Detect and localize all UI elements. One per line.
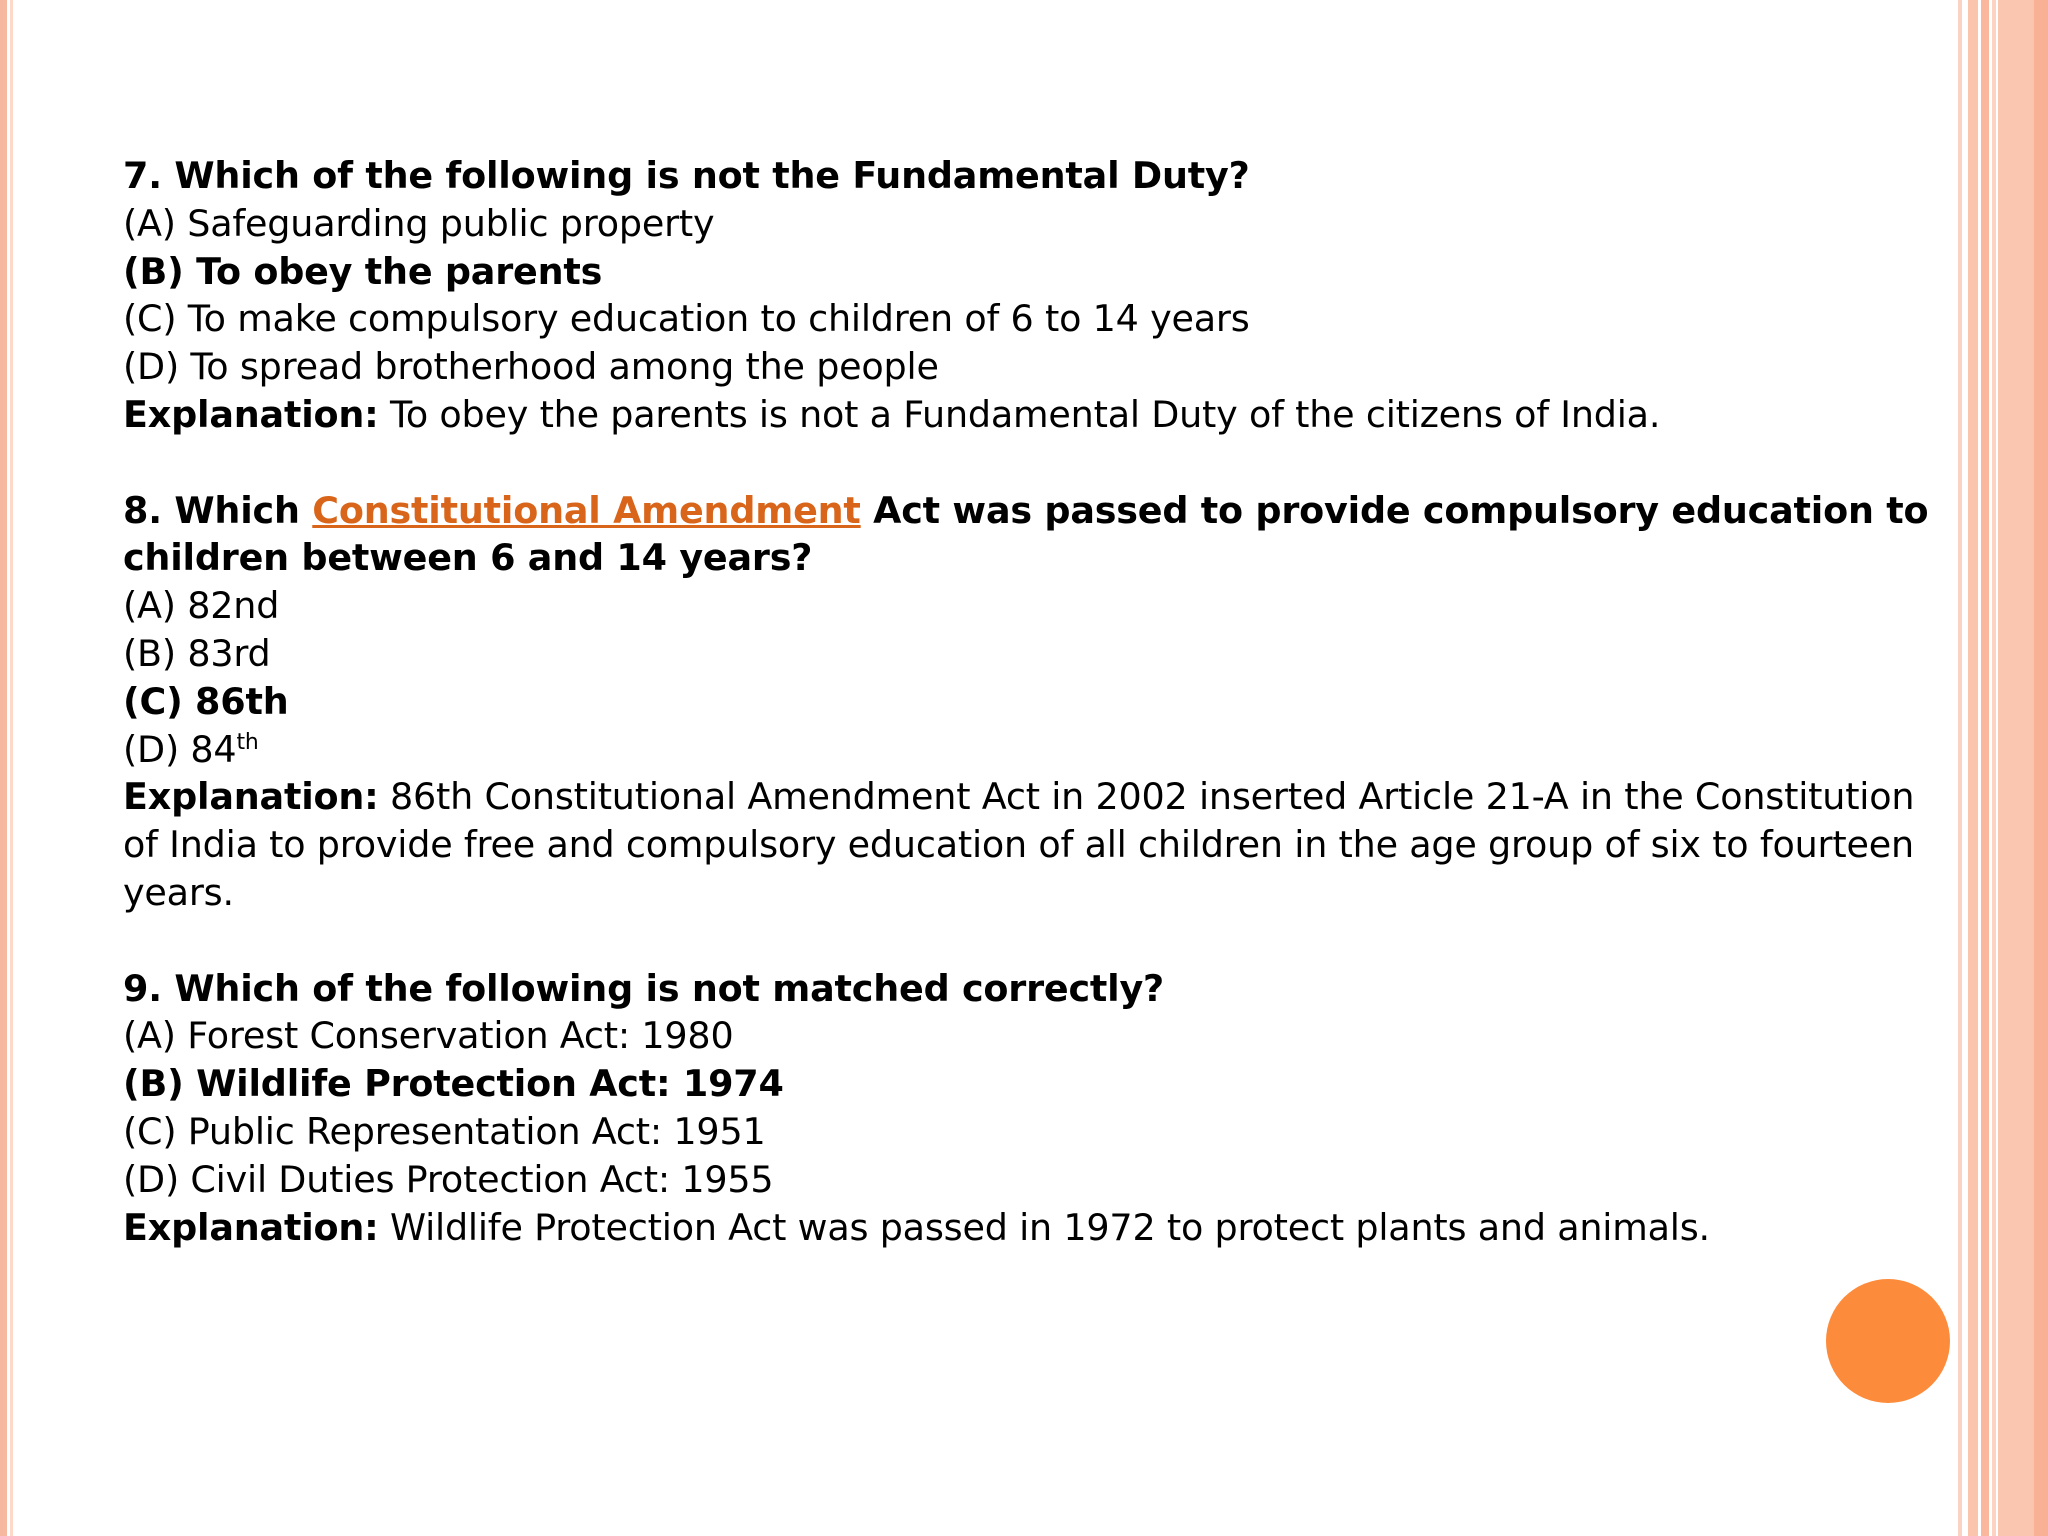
question-9-text: 9. Which of the following is not matched correctly?	[123, 966, 1165, 1010]
question-8-option-d-text: (D) 84	[123, 727, 237, 771]
decorative-orange-circle	[1826, 1279, 1950, 1403]
question-9-option-d: (D) Civil Duties Protection Act: 1955	[123, 1157, 774, 1201]
question-8-text-line2: children between 6 and 14 years?	[123, 536, 813, 580]
right-frame-stripe-5	[1998, 0, 2034, 1536]
left-frame-stripe	[0, 0, 7, 1536]
question-8-prefix: 8. Which	[123, 488, 313, 532]
spacer	[123, 917, 1883, 965]
question-7-option-c: (C) To make compulsory education to children of 6 to 14 years	[123, 297, 1250, 341]
question-8-explanation-line2: of India to provide free and compulsory education of all children in the age group of six to fourteen	[123, 823, 1914, 867]
constitutional-amendment-link[interactable]: Constitutional Amendment	[312, 488, 861, 532]
question-8-explanation-line3: years.	[123, 870, 234, 914]
question-8-text-line1	[123, 487, 1929, 535]
slide-content	[123, 152, 1929, 1251]
question-7-option-b-correct: (B) To obey the parents	[123, 249, 603, 293]
ordinal-suffix: th	[236, 729, 259, 755]
spacer	[123, 439, 1883, 487]
question-7-explanation	[123, 391, 1883, 439]
right-frame-stripe-1	[1958, 0, 1962, 1536]
question-block-7	[123, 152, 1883, 439]
question-block-8	[123, 487, 1929, 917]
question-9-option-c: (C) Public Representation Act: 1951	[123, 1109, 766, 1153]
question-9-explanation	[123, 1204, 1883, 1252]
explanation-label: Explanation:	[123, 775, 379, 819]
question-7-option-a: (A) Safeguarding public property	[123, 201, 715, 245]
question-8-option-c-correct: (C) 86th	[123, 679, 289, 723]
right-frame-stripe-3	[1981, 0, 1989, 1536]
explanation-label: Explanation:	[123, 392, 379, 436]
left-frame-stripe-inner	[10, 0, 13, 1536]
question-8-suffix: Act was passed to provide compulsory education to	[860, 488, 1929, 532]
question-8-option-a: (A) 82nd	[123, 584, 280, 628]
explanation-label: Explanation:	[123, 1205, 379, 1249]
right-frame-stripe-4	[1992, 0, 1996, 1536]
question-8-explanation-line1	[123, 773, 1915, 821]
question-9-option-b-correct: (B) Wildlife Protection Act: 1974	[123, 1062, 784, 1106]
explanation-text: Wildlife Protection Act was passed in 1972 to protect plants and animals.	[378, 1205, 1710, 1249]
question-block-9	[123, 965, 1883, 1252]
question-8-option-b: (B) 83rd	[123, 631, 271, 675]
question-9-option-a: (A) Forest Conservation Act: 1980	[123, 1014, 734, 1058]
explanation-text: To obey the parents is not a Fundamental Duty of the citizens of India.	[378, 392, 1661, 436]
question-8-option-d	[123, 726, 1883, 774]
explanation-text: 86th Constitutional Amendment Act in 2002 inserted Article 21-A in the Constitution	[378, 775, 1915, 819]
question-7-option-d: (D) To spread brotherhood among the people	[123, 345, 939, 389]
right-frame-stripe-2	[1968, 0, 1978, 1536]
right-frame-stripe-6	[2034, 0, 2048, 1536]
question-7-text: 7. Which of the following is not the Fundamental Duty?	[123, 154, 1250, 197]
